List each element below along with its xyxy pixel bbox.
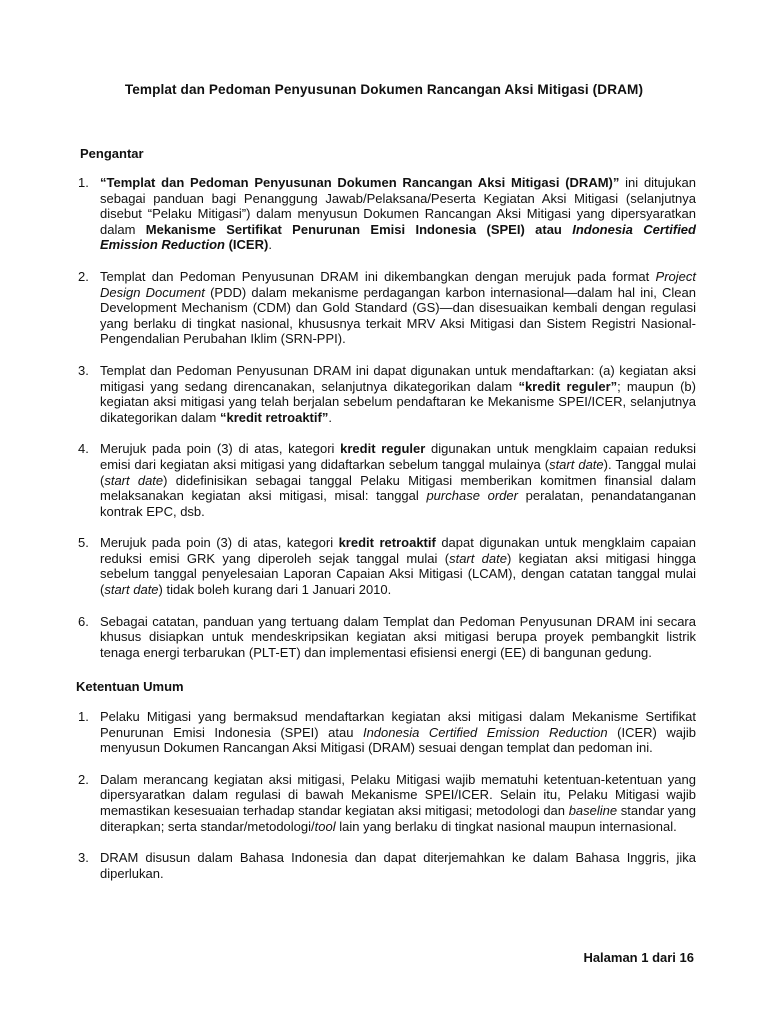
text-run: tool — [314, 818, 336, 834]
text-run: dapat digunakan untuk mengklaim capaian reduksi emisi GRK yang diperoleh sejak tanggal mulai ( — [100, 535, 696, 566]
text-run: Templat dan Pedoman Penyusunan DRAM ini dikembangkan dengan merujuk pada format — [100, 268, 656, 284]
text-run: “kredit retroaktif” — [219, 409, 329, 425]
text-run: DRAM disusun dalam Bahasa Indonesia dan dapat diterjemahkan ke dalam Bahasa Inggris, jika diperlukan. — [100, 850, 696, 881]
text-run: Dalam merancang kegiatan aksi mitigasi, Pelaku Mitigasi wajib mematuhi ketentuan-ketentuan yang dipersyaratkan dalam regulasi di bawah Mekanisme SPEI/ICER. Selain itu, Pelaku Mitigasi wajib memastikan kesesuaian terhadap standar kegiatan aksi mitigasi; metodologi dan — [100, 771, 696, 818]
text-run: atau — [524, 221, 573, 237]
list-number: 1. — [78, 709, 89, 724]
text-run: Mekanisme Sertifikat Penurunan Emisi Indonesia (SPEI) — [145, 221, 525, 237]
text-run: ). Tanggal mulai ( — [100, 456, 696, 488]
text-run: Project Design Document — [100, 268, 696, 300]
list-number: 5. — [78, 535, 89, 551]
text-run: Indonesia Certified Emission Reduction — [362, 724, 608, 740]
section-heading-pengantar: Pengantar — [80, 146, 144, 161]
text-run: “kredit reguler” — [518, 378, 618, 394]
list-item-text — [100, 363, 696, 425]
text-run: purchase order — [426, 488, 518, 504]
list-item — [78, 535, 696, 597]
text-run: digunakan untuk mengklaim capaian reduksi emisi dari kegiatan aksi mitigasi yang didaftarkan sebelum tanggal mulainya ( — [100, 441, 696, 472]
text-run: kredit retroaktif — [338, 535, 436, 551]
text-run: ) didefinisikan sebagai tanggal Pelaku Mitigasi memberikan komitmen finansial dalam melaksanakan kegiatan aksi mitigasi, misal: tanggal — [100, 472, 696, 504]
text-run: Templat dan Pedoman Penyusunan DRAM ini dapat digunakan untuk mendaftarkan: (a) kegiatan aksi mitigasi yang sedang direncanakan, selanjutnya dikategorikan dalam — [100, 362, 696, 394]
list-item — [78, 175, 696, 253]
list-item-text — [100, 269, 696, 346]
document-title: Templat dan Pedoman Penyusunan Dokumen Rancangan Aksi Mitigasi (DRAM) — [124, 82, 644, 97]
text-run: Pelaku Mitigasi yang bermaksud mendaftarkan kegiatan aksi mitigasi dalam Mekanisme Sertifikat Penurunan Emisi Indonesia (SPEI) atau — [100, 709, 696, 740]
list-item — [78, 850, 696, 881]
list-number: 6. — [78, 613, 89, 629]
list-number: 3. — [78, 362, 89, 378]
list-item-text — [100, 850, 696, 881]
text-run: (PDD) dalam mekanisme perdagangan karbon internasional—dalam hal ini, Clean Development Mechanism (CDM) dan Gold Standard (GS)—dan disesuaikan kembali dengan regulasi yang berlaku di tingkat nasional, khususnya terkait MRV Aksi Mitigasi dan Sistem Registri Nasional-Pengendalian Perubahan Iklim (SRN-PPI). — [100, 284, 696, 347]
list-number: 2. — [78, 268, 89, 284]
pengantar-list — [78, 175, 696, 660]
text-run: start date — [104, 582, 159, 598]
list-item-text — [100, 175, 696, 252]
list-item — [78, 441, 696, 519]
text-run: ; maupun (b) kegiatan aksi mitigasi yang telah berjalan sebelum pendaftaran ke Mekanisme SPEI/ICER, selanjutnya dikategorikan dalam — [100, 378, 696, 425]
text-run: lain yang berlaku di tingkat nasional maupun internasional. — [335, 818, 677, 834]
list-item-text — [100, 772, 696, 834]
text-run: start date — [549, 456, 604, 472]
text-run: Sebagai catatan, panduan yang tertuang dalam Templat dan Pedoman Penyusunan DRAM ini secara khusus disiapkan untuk mendeskripsikan kegiatan aksi mitigasi berupa proyek pembangkit listrik tenaga energi terbarukan (PLT-ET) dan implementasi efisiensi energi (EE) di bangunan gedung. — [100, 613, 696, 660]
list-item-text — [100, 614, 696, 660]
text-run: ini ditujukan sebagai panduan bagi Penanggung Jawab/Pelaksana/Peserta Kegiatan Aksi Mitigasi (selanjutnya disebut “Pelaku Mitigasi”) dalam menyusun Dokumen Rancangan Aksi Mitigasi yang dipersyaratkan dalam — [100, 175, 696, 237]
text-run: standar yang diterapkan; serta standar/metodologi/ — [100, 802, 696, 834]
list-item-text — [100, 535, 696, 597]
list-item — [78, 614, 696, 661]
text-run: kredit reguler — [340, 441, 426, 457]
text-run: start date — [104, 472, 164, 488]
list-item — [78, 269, 696, 347]
list-item — [78, 709, 696, 756]
list-item-text — [100, 441, 696, 518]
list-item — [78, 363, 696, 425]
text-run: ) kegiatan aksi mitigasi hingga sebelum tanggal penyelesaian Laporan Capaian Aksi Mitigasi (LCAM), dengan catatan tanggal mulai ( — [100, 550, 696, 598]
text-run: (ICER) wajib menyusun Dokumen Rancangan Aksi Mitigasi (DRAM) sesuai dengan templat dan pedoman ini. — [100, 724, 696, 756]
text-run: Merujuk pada poin (3) di atas, kategori — [100, 441, 341, 457]
list-number: 1. — [78, 175, 89, 190]
text-run: start date — [449, 550, 507, 566]
ketentuan-list — [78, 709, 696, 881]
text-run: . — [328, 409, 332, 425]
section-heading-ketentuan-umum: Ketentuan Umum — [76, 679, 184, 694]
text-run: Indonesia Certified Emission Reduction — [100, 221, 696, 253]
list-number: 2. — [78, 771, 89, 787]
text-run: baseline — [568, 802, 618, 818]
page-number: Halaman 1 dari 16 — [583, 950, 694, 965]
list-number: 3. — [78, 850, 89, 866]
list-number: 4. — [78, 441, 89, 457]
text-run: (ICER) — [224, 237, 269, 253]
text-run: ) tidak boleh kurang dari 1 Januari 2010. — [158, 582, 392, 598]
text-run: . — [268, 237, 272, 253]
text-run: Merujuk pada poin (3) di atas, kategori — [100, 535, 339, 551]
text-run: peralatan, penandatanganan kontrak EPC, dsb. — [100, 488, 696, 519]
list-item — [78, 772, 696, 834]
text-run: “Templat dan Pedoman Penyusunan Dokumen Rancangan Aksi Mitigasi (DRAM)” — [100, 175, 620, 190]
list-item-text — [100, 709, 696, 755]
